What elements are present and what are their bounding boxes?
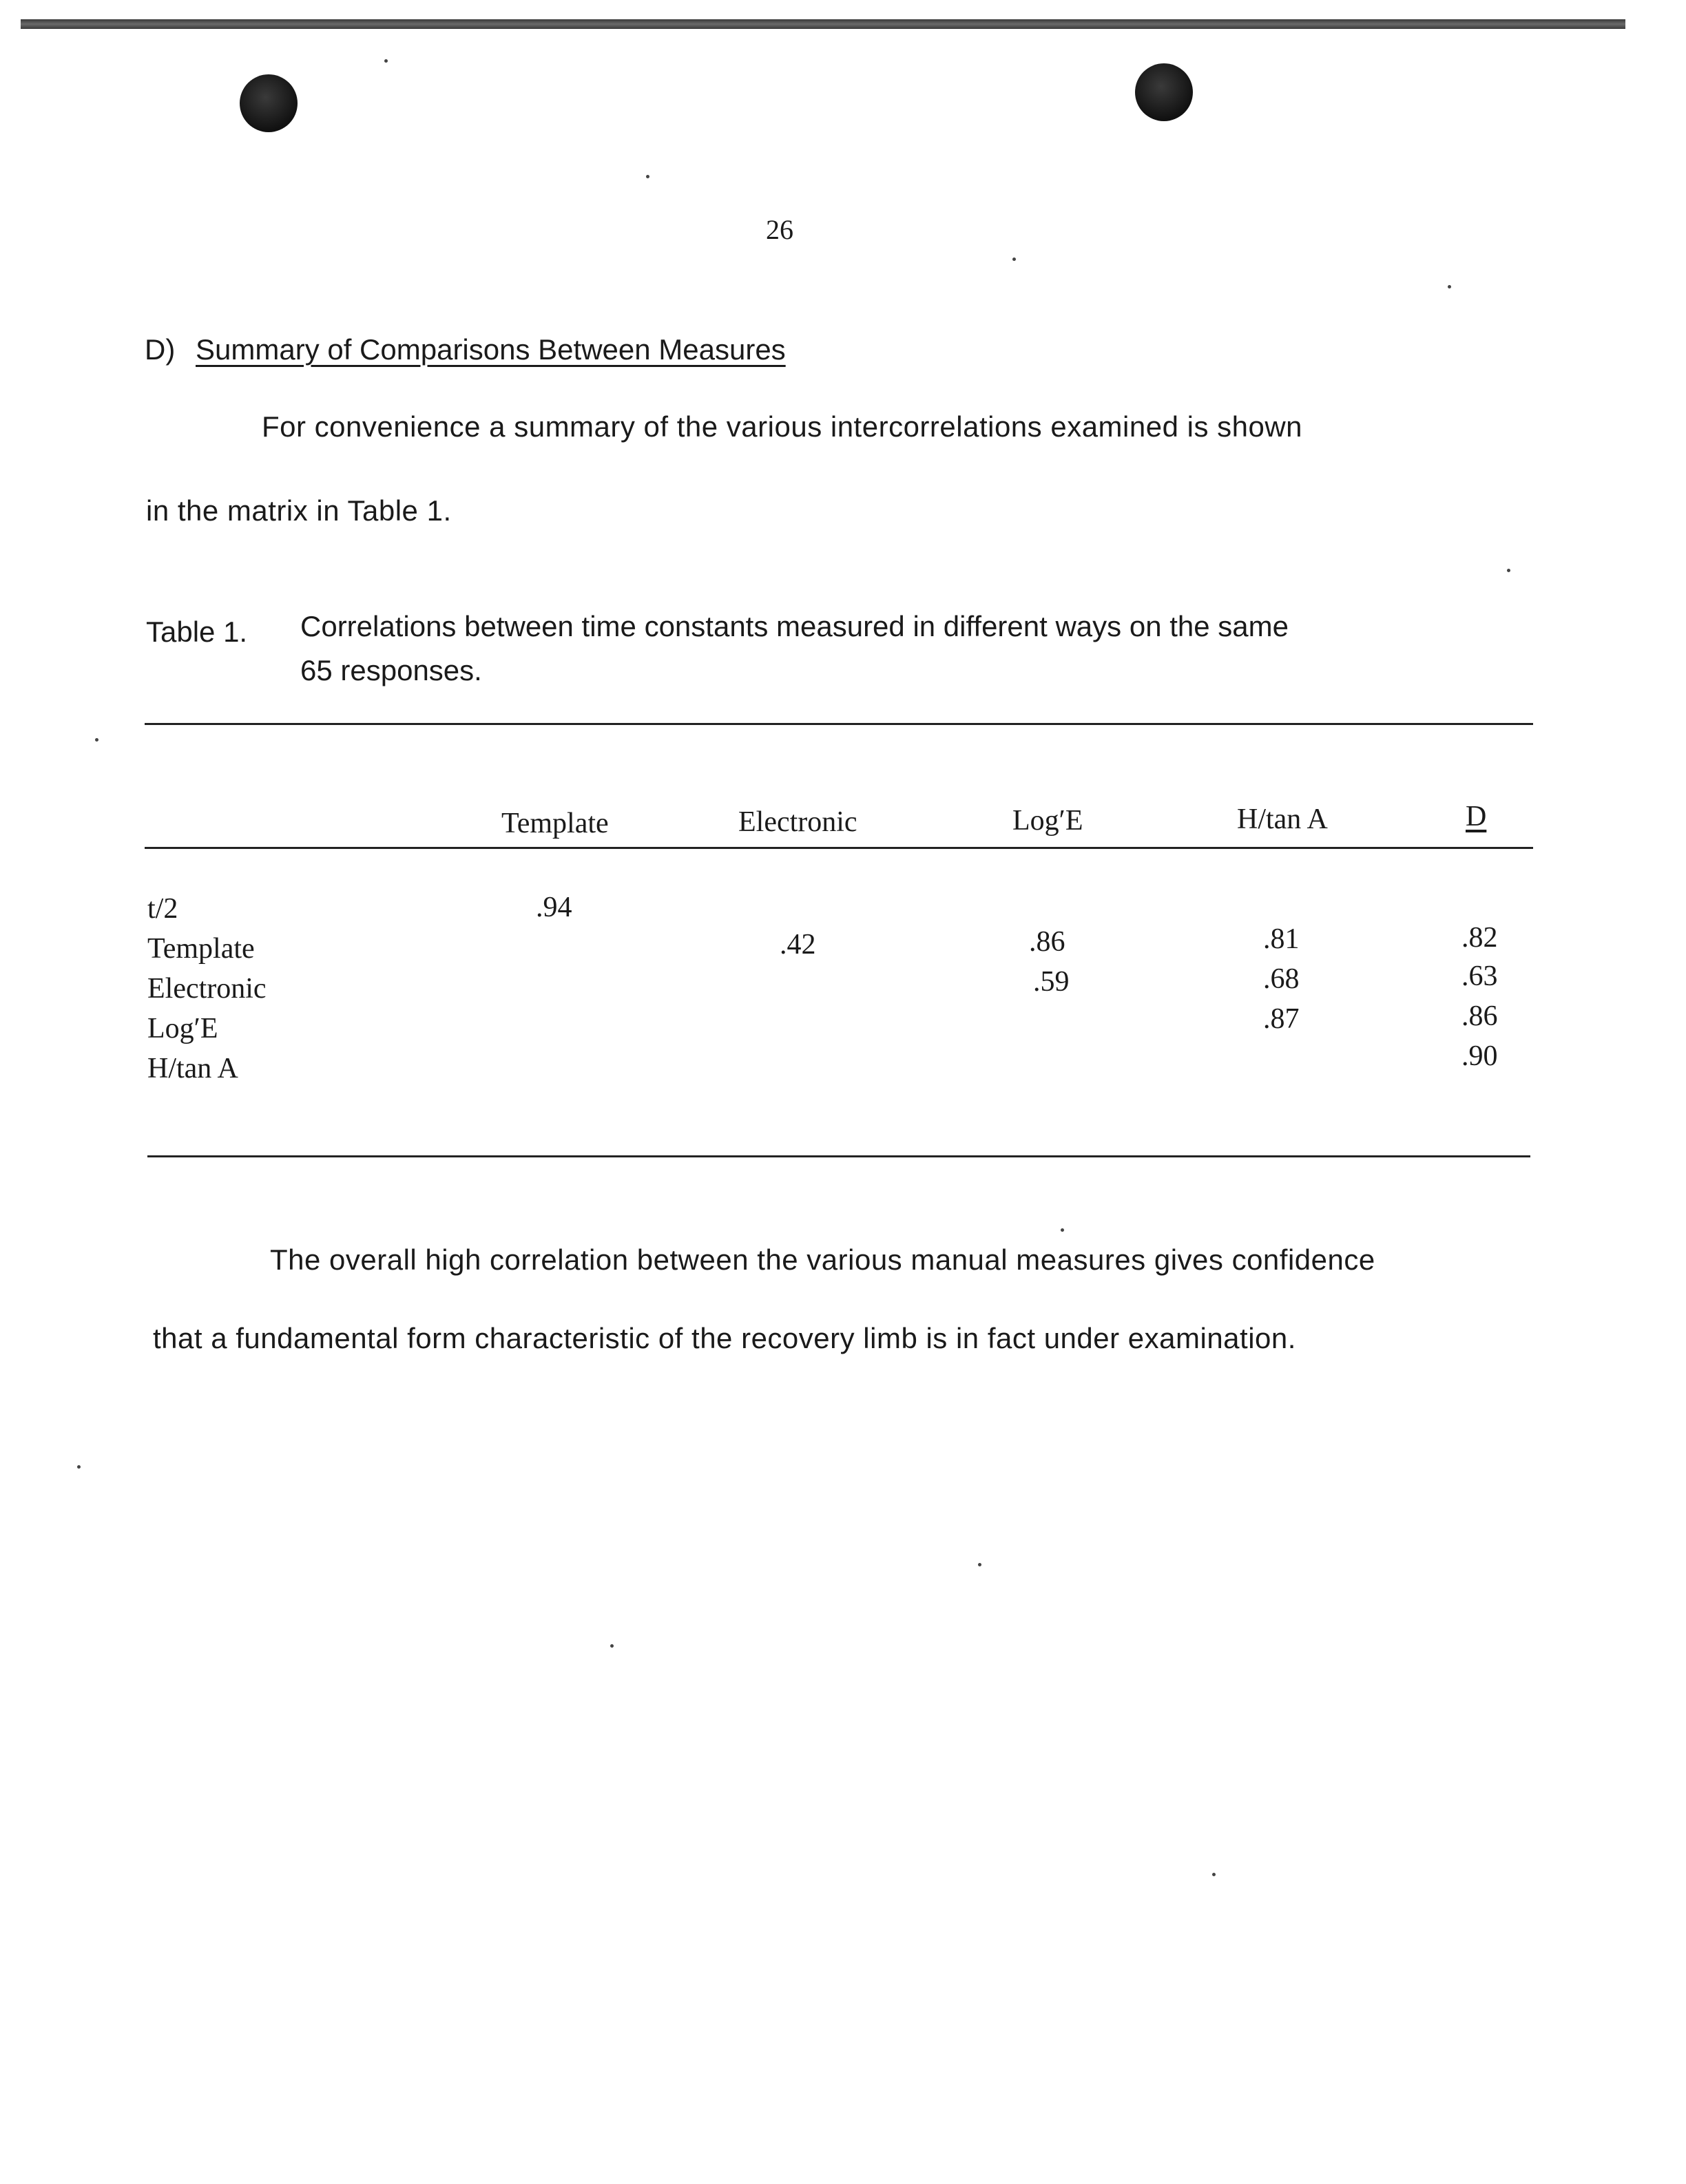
page-number: 26 <box>766 214 793 245</box>
table-cell: .81 <box>1263 923 1300 955</box>
column-header: H/tan A <box>1237 804 1328 835</box>
scan-edge-bar <box>21 19 1625 29</box>
section-title: Summary of Comparisons Between Measures <box>196 333 786 366</box>
table-cell: .86 <box>1461 1000 1498 1032</box>
table-cell: .94 <box>536 892 572 923</box>
table-cell: .87 <box>1263 1003 1300 1035</box>
scan-speck <box>1012 258 1016 261</box>
row-label: Electronic <box>147 973 267 1005</box>
table-caption-line-2: 65 responses. <box>300 654 482 686</box>
scan-speck <box>1507 569 1510 572</box>
scan-speck <box>1212 1873 1216 1876</box>
row-label: Log′E <box>147 1013 218 1044</box>
section-heading <box>145 333 786 366</box>
scan-speck <box>1061 1228 1064 1232</box>
scan-speck <box>77 1465 81 1469</box>
column-header: Template <box>501 808 609 839</box>
table-header-rule <box>145 847 1533 849</box>
row-label: Template <box>147 933 255 965</box>
row-label: H/tan A <box>147 1053 238 1084</box>
table-cell: .68 <box>1263 963 1300 995</box>
intro-line-2: in the matrix in Table 1. <box>146 494 452 527</box>
table-cell: .42 <box>780 929 816 960</box>
row-label: t/2 <box>147 893 178 925</box>
conclusion-line-2: that a fundamental form characteristic of the recovery limb is in fact under examination. <box>153 1322 1296 1354</box>
table-cell: .82 <box>1461 922 1498 954</box>
scan-speck <box>95 738 98 742</box>
table-bottom-rule <box>147 1155 1530 1157</box>
table-cell: .59 <box>1033 966 1070 998</box>
scan-speck <box>384 59 388 63</box>
table-caption-label: Table 1. <box>146 616 248 648</box>
column-header: Electronic <box>738 806 857 838</box>
table-cell: .90 <box>1461 1040 1498 1072</box>
table-cell: .86 <box>1029 926 1065 958</box>
punch-hole-right <box>1135 63 1193 121</box>
scan-speck <box>1448 285 1451 288</box>
punch-hole-left <box>240 74 298 132</box>
conclusion-line-1: The overall high correlation between the various manual measures gives confidence <box>270 1243 1375 1276</box>
column-header: D <box>1466 801 1487 832</box>
scan-speck <box>978 1563 981 1566</box>
table-top-rule <box>145 723 1533 725</box>
column-header: Log′E <box>1012 805 1083 837</box>
scan-speck <box>646 175 649 178</box>
section-marker: D) <box>145 333 176 366</box>
table-cell: .63 <box>1461 960 1498 992</box>
scan-speck <box>610 1644 614 1648</box>
table-caption-line-1: Correlations between time constants measured in different ways on the same <box>300 610 1289 642</box>
intro-line-1: For convenience a summary of the various intercorrelations examined is shown <box>262 410 1303 443</box>
